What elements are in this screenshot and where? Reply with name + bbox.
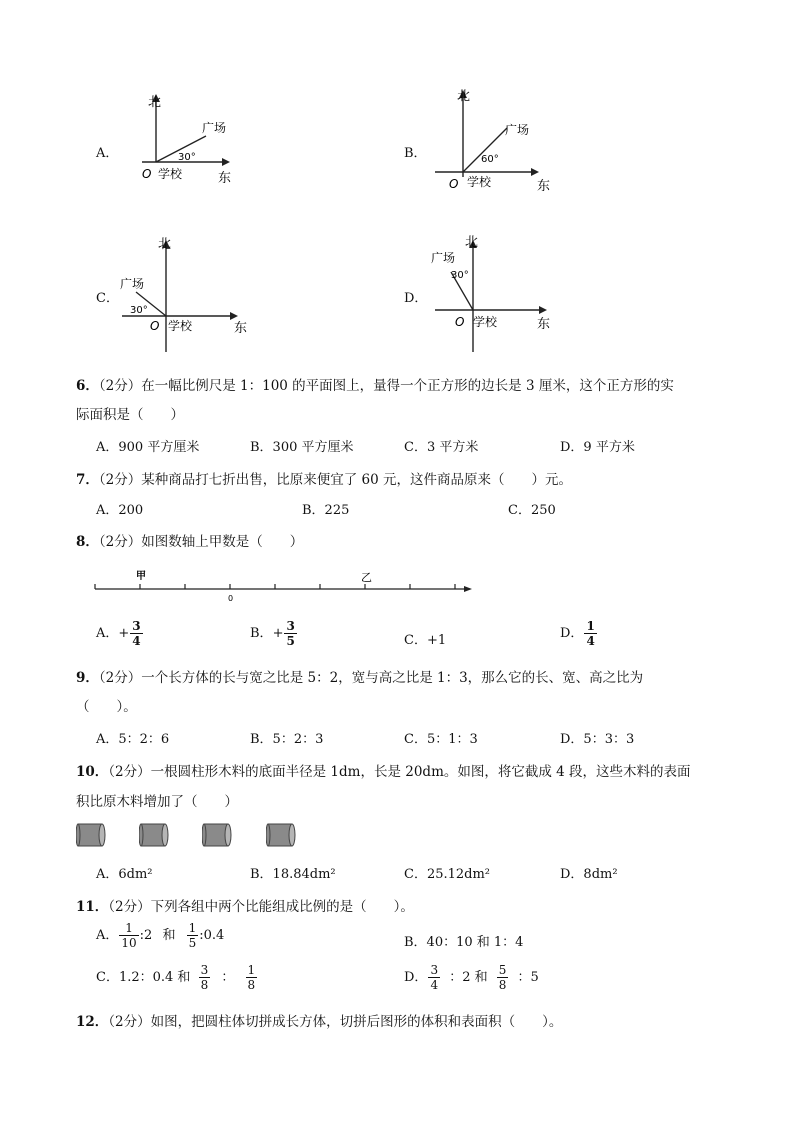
east-label: 东 — [218, 171, 232, 186]
numerator: 3 — [200, 963, 209, 977]
direction-diagram — [425, 228, 560, 358]
question-text: （2分）如图，把圆柱体切拼成长方体，切拼后图形的体积和表面积（ ）。 — [108, 1014, 563, 1030]
cylinder-piece — [139, 822, 169, 848]
direction-diagram — [120, 86, 250, 186]
north-label: 北 — [148, 95, 162, 110]
option-a[interactable]: A．900 平方厘米 — [96, 440, 200, 455]
yi-label: 乙 — [361, 571, 372, 584]
option-d[interactable]: D．9 平方米 — [560, 440, 635, 455]
fraction — [119, 922, 138, 949]
numerator: 3 — [430, 963, 439, 977]
option-text: +1 — [426, 633, 447, 648]
denominator: 5 — [286, 634, 295, 648]
denominator: 5 — [188, 936, 197, 950]
fraction — [246, 964, 258, 991]
denominator: 4 — [586, 634, 595, 648]
option-letter: C． — [96, 291, 119, 306]
angle-label: 30° — [178, 152, 196, 163]
north-label: 北 — [158, 237, 172, 252]
option-letter: A． — [96, 146, 119, 161]
east-label: 东 — [537, 179, 551, 194]
fraction — [130, 620, 142, 647]
denominator: 8 — [200, 978, 209, 992]
origin-label: O — [449, 177, 459, 191]
question-text: （2分）如图数轴上甲数是（ ） — [98, 534, 304, 550]
option-c[interactable]: C．5：1：3 — [404, 732, 478, 747]
option-c[interactable]: C．3 平方米 — [404, 440, 479, 455]
option-letter: D． — [560, 626, 584, 641]
numerator: 3 — [132, 619, 141, 633]
question-number: 6． — [76, 378, 99, 394]
option-text: ：5 — [517, 970, 539, 985]
direction-diagram — [425, 82, 555, 202]
option-b[interactable]: B．40：10 和 1：4 — [404, 935, 524, 950]
question-text-cont: 积比原木料增加了（ ） — [76, 794, 238, 810]
question-number: 12． — [76, 1014, 109, 1030]
denominator: 4 — [430, 978, 439, 992]
school-label: 学校 — [168, 319, 193, 333]
cylinder-piece — [76, 822, 106, 848]
option-d[interactable] — [560, 620, 598, 647]
option-b[interactable]: B．300 平方厘米 — [250, 440, 354, 455]
option-letter: D． — [404, 291, 428, 306]
plaza-label: 广场 — [505, 123, 530, 137]
option-c[interactable] — [404, 629, 446, 648]
question-number: 8． — [76, 534, 99, 550]
question-text: （2分）某种商品打七折出售，比原来便宜了 60 元，这件商品原来（ ）元。 — [98, 472, 573, 488]
sign: + — [118, 626, 130, 641]
direction-diagram — [118, 230, 258, 358]
fraction — [584, 620, 596, 647]
option-text: 1.2：0.4 和 — [118, 970, 191, 985]
question-number: 7． — [76, 472, 99, 488]
option-letter: B． — [250, 626, 273, 641]
option-letter: B． — [404, 146, 427, 161]
fraction — [199, 964, 211, 991]
numerator: 5 — [498, 963, 507, 977]
origin-label: O — [455, 315, 465, 329]
option-c[interactable]: C．250 — [508, 503, 556, 518]
option-b[interactable]: B．18.84dm² — [250, 867, 336, 882]
option-a[interactable] — [96, 620, 144, 647]
ratio-part: :0.4 — [199, 928, 225, 943]
plaza-label: 广场 — [120, 277, 145, 291]
fraction — [428, 964, 440, 991]
school-label: 学校 — [473, 315, 498, 329]
option-letter: C． — [404, 633, 427, 648]
school-label: 学校 — [467, 175, 492, 189]
question-text-cont: 际面积是（ ） — [76, 407, 184, 423]
north-label: 北 — [457, 89, 471, 104]
denominator: 8 — [498, 978, 507, 992]
option-b[interactable]: B．225 — [302, 503, 350, 518]
denominator: 8 — [247, 978, 256, 992]
sign: + — [272, 626, 284, 641]
number-line — [90, 565, 480, 605]
numerator: 3 — [286, 619, 295, 633]
option-b[interactable] — [250, 620, 298, 647]
option-d[interactable]: D．5：3：3 — [560, 732, 635, 747]
numerator: 1 — [586, 619, 595, 633]
option-d[interactable]: D．8dm² — [560, 867, 618, 882]
cylinder-piece — [202, 822, 232, 848]
ratio-part: :2 — [139, 928, 153, 943]
east-label: 东 — [234, 321, 248, 336]
question-text: （2分）下列各组中两个比能组成比例的是（ ）。 — [108, 899, 414, 915]
plaza-label: 广场 — [202, 121, 227, 135]
option-letter: A． — [96, 626, 119, 641]
denominator: 10 — [121, 936, 137, 950]
fraction — [497, 964, 509, 991]
numerator: 1 — [247, 963, 256, 977]
question-number: 9． — [76, 670, 99, 686]
cylinder-piece — [266, 822, 296, 848]
option-letter: C． — [96, 970, 119, 985]
school-label: 学校 — [158, 167, 183, 181]
question-text: （2分）在一幅比例尺是 1：100 的平面图上，量得一个正方形的边长是 3 厘米，这个正方形的实 — [98, 378, 674, 394]
question-text: （2分）一个长方体的长与宽之比是 5：2，宽与高之比是 1：3，那么它的长、宽、高之比为 — [98, 670, 644, 686]
angle-label: 30° — [451, 270, 469, 281]
question-number: 10． — [76, 764, 109, 780]
origin-label: O — [150, 319, 160, 333]
option-a[interactable]: A．200 — [96, 503, 144, 518]
option-b[interactable]: B．5：2：3 — [250, 732, 324, 747]
question-number: 11． — [76, 899, 109, 915]
fraction — [284, 620, 296, 647]
colon: ： — [221, 970, 235, 985]
question-text-cont: （ ）。 — [76, 699, 137, 715]
option-d[interactable] — [404, 964, 539, 991]
fraction — [187, 922, 199, 949]
option-letter: A． — [96, 928, 119, 943]
option-letter: D． — [404, 970, 428, 985]
east-label: 东 — [537, 317, 551, 332]
option-a[interactable]: A．5：2：6 — [96, 732, 170, 747]
option-text: ：2 和 — [449, 970, 488, 985]
conjunction: 和 — [162, 928, 176, 943]
plaza-label: 广场 — [431, 251, 456, 265]
zero-label: 0 — [228, 594, 234, 603]
option-c[interactable]: C．25.12dm² — [404, 867, 491, 882]
question-text: （2分）一根圆柱形木料的底面半径是 1dm，长是 20dm。如图，将它截成 4 段，这些木料的表面 — [108, 764, 691, 780]
origin-label: O — [142, 167, 152, 181]
numerator: 1 — [188, 921, 197, 935]
option-a[interactable] — [96, 922, 224, 949]
option-a[interactable]: A．6dm² — [96, 867, 153, 882]
numerator: 1 — [119, 922, 138, 936]
option-c[interactable] — [96, 964, 258, 991]
denominator: 4 — [132, 634, 141, 648]
north-label: 北 — [465, 235, 479, 250]
jia-label: 甲 — [136, 571, 146, 582]
angle-label: 30° — [130, 305, 148, 316]
angle-label: 60° — [481, 154, 499, 165]
